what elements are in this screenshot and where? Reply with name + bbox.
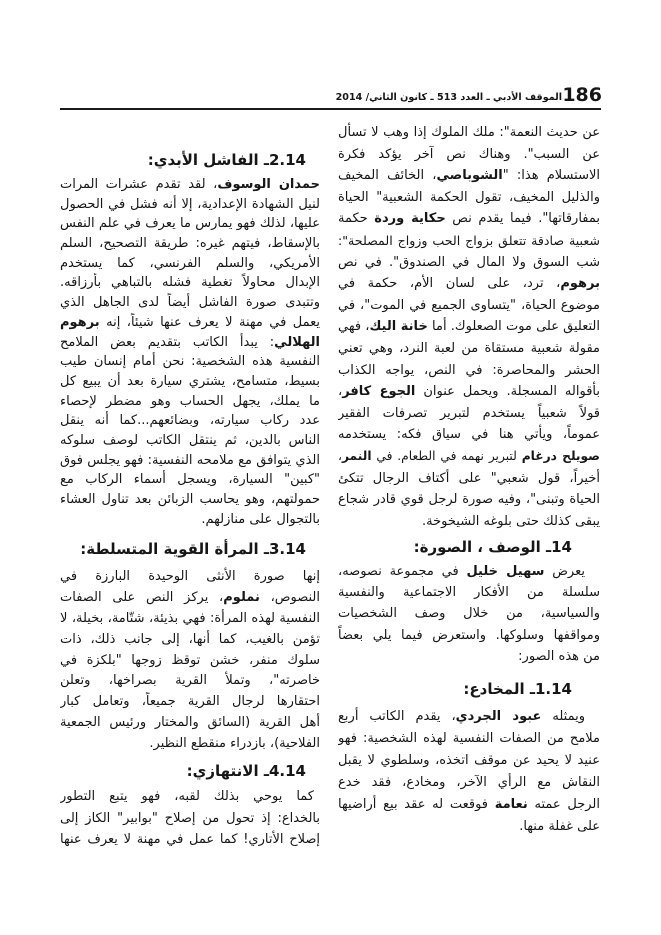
text-run: شب السوق ولا المال في الصندوق". في نص [338,254,600,270]
text-line [60,372,320,392]
text-run: بأقواله المسجلة. ويحمل عنوان [415,384,600,400]
text-run: من هذه الصور: [518,648,600,664]
paragraph-opportunist [60,786,320,851]
text-line [60,588,320,609]
name-highlight: نعامة [494,797,528,812]
text-run: الأمريكي، والسلم الفرنسي، كما يستخدم [60,255,320,271]
text-line [338,381,600,403]
name-highlight: حكاية وردة [374,211,446,227]
text-line [60,254,320,274]
text-run: الذي يتوافق مع ملامحه النفسية: فهو يجلس فوق [60,452,320,468]
text-line [60,671,320,692]
text-line [60,273,320,293]
text-line [338,424,600,446]
text-run: حمولتهم، وهو يحاسب الزبائن بعد تناول العشاء [60,492,320,507]
text-run: ، ترد، على لسان الأم، حكمة في [338,276,561,292]
text-run: لتبرير نهمه في الطعام. في [371,448,522,463]
text-run: ، يقدم الكاتب أربع [338,709,456,724]
text-run: كما يوحي بذلك لقبه، فهو يتبع التطور [60,789,314,804]
right-column [338,0,600,935]
text-run: سلسلة من الأفكار الاجتماعية والنفسية [338,585,600,601]
text-line [60,786,320,808]
name-highlight: صويلح درغام [521,448,600,463]
subsection-heading-opportunist: 4.14ـ الانتهازي: [186,762,306,780]
text-run: الحشر والمحاصرة: في النص، يواجه الكذاب [338,362,600,378]
text-run: حكمة [338,211,375,227]
text-line [60,734,320,755]
text-run: احتقارها لرجال القرية جميعاً، وتعامل كبار [60,694,320,710]
text-line [60,490,320,510]
text-line [60,214,320,234]
text-run: إصلاح الأتاري! كما عمل في مهنة لا يعرف عنها [60,832,320,847]
text-run: ، [338,384,343,400]
text-run: بمفارقاتها". فيما يقدم نص [445,211,600,227]
text-run: أخيراً، قول شعبي" على أكتاف الرجال تتكئ [338,470,600,486]
text-run: شعبية صادقة تتعلق بزواج الحب وزواج المصلحة": [338,232,600,248]
text-run: النقاش مع الرأي الآخر، ومخادع، فقد خدع [338,775,600,790]
text-run: لنيل الشهادة الإعدادية، إلا أنه فشل في الحصول [60,196,320,212]
text-run: ومواقفها وسلوكها. واستعرض فيما يلي بعضاً [338,627,600,643]
name-highlight: الهلالي [274,334,320,350]
name-highlight: خانة اليك [369,319,428,335]
text-line [60,451,320,471]
text-run: الاستسلام هذا: " [502,168,600,184]
text-run: عدد ركاب سيارته، وبضائعهم...كما أنه ينقل [60,413,320,429]
text-run: وتتبدى صورة الفاشل أيضاً لدى الجاهل الذي [60,295,320,311]
text-run: ، يركز النص على الصفات [60,589,224,605]
text-line [338,316,600,338]
text-run: عموماً، ويأتي هنا في سياق فكه: يستخدمه [338,427,600,443]
name-highlight: سهيل خليل [466,564,545,579]
text-line [60,333,320,353]
text-run: النفسية لهذه المرأة: فهي بذيئة، شتّامة، بخيلة، لا [60,610,320,626]
text-line [338,273,600,295]
subsection-heading-failure: 2.14ـ الفاشل الأبدي: [147,151,306,169]
subsection-heading-woman: 3.14ـ المرأة القوية المتسلطة: [80,540,306,558]
paragraph-deceiver [338,706,600,838]
text-line [338,816,600,838]
text-line [60,829,320,851]
text-run: الإبدال محاولاً تغطية فشله بالتباهي بأرزاقه. [60,275,320,291]
text-line [338,750,600,772]
text-line [338,208,600,230]
text-run: قولاً شعبياً يستخدم لتبرير تصرفات الفقير [338,405,600,421]
paragraph-proverbs [338,122,600,532]
text-line [338,772,600,794]
text-run: : يبدأ الكاتب بتقديم بعض الملامح [60,334,275,350]
text-run: خاصرته"، وتملأ القرية بصراخها، وتعلن [60,673,320,689]
text-line [60,713,320,734]
text-line [60,175,320,195]
text-line [338,728,600,750]
text-run: عن حديث النعمة": ملك الملوك إذا وهب لا تسأل [338,125,600,140]
text-line [338,230,600,252]
section-heading-description: 14ـ الوصف ، الصورة: [413,538,572,556]
text-run: "كبين" السيارة، ويسجل أسماء الركاب مع [60,472,320,488]
text-line [60,808,320,830]
text-line [60,352,320,372]
text-run: الرجل عمته [527,797,600,812]
text-line [338,582,600,603]
text-run: ، الخائف المخيف [338,168,437,184]
issue-line: الموقف الأدبي ـ العدد 513 ـ كانون الثاني/ 2014 [335,92,562,103]
text-run: على غفلة منها. [519,819,600,834]
text-run: النفسية هذه الشخصية: نحن أمام إنسان طيب [60,354,320,370]
text-line [338,295,600,317]
name-highlight: حمدان الوسوف [217,177,320,192]
text-line [338,446,600,468]
text-line [338,646,600,667]
text-line [338,794,600,816]
text-line [60,392,320,412]
text-line [60,470,320,490]
name-highlight: برهوم [60,314,100,330]
text-run: تؤمن بالغيب، كما أنها، إلى جانب ذلك، ذات [60,631,320,647]
text-line [60,630,320,651]
text-run: عنيد لا يحيد عن موقف اتخذه، وسلطوي لا يقبل [338,753,600,768]
text-run: ملامح من الصفات النفسية لهذه الشخصية: فهو [338,731,600,746]
text-line [338,561,600,582]
text-run: سلوك منفر، خشن توقظ زوجها "بلكزة في [60,652,320,668]
text-line [338,706,600,728]
subsection-heading-deceiver: 1.14ـ المخادع: [463,680,572,698]
text-run: بالخداع: إذ تحول من إصلاح "بوابير" الكاز إلى [60,810,320,826]
text-line [338,165,600,187]
name-highlight: برهوم [560,276,600,292]
text-run: والذليل المخيف، تقول الحكمة الشعبية" الحياة [338,189,600,205]
text-run: مقولة شعبية مستقاة من لعبة النرد، وهي تعني [338,340,600,356]
paragraph-description-intro [338,561,600,667]
text-line [60,234,320,254]
text-run: والسياسية، من خلال وصف الشخصيات [338,606,600,622]
text-line [60,431,320,451]
name-highlight: عبود الجردي [455,709,542,724]
text-line [60,195,320,215]
paragraph-failure [60,175,320,529]
name-highlight: النمر [341,448,372,463]
text-line [60,692,320,713]
name-highlight: نملوم [223,589,260,605]
text-line [338,625,600,646]
text-run: أهل القرية (السائق والمختار ورئيس الجمعية [60,715,320,731]
name-highlight: الشوباصي [436,168,503,184]
text-run: يعرض [544,564,585,579]
text-run: التعليق على موت الصعلوك. أما [427,319,600,335]
text-line [338,403,600,425]
text-line [338,360,600,382]
page-number: 186 [562,84,602,106]
text-run: بالتجوال على منازلهم. [201,511,320,527]
text-run: ، [338,448,342,463]
text-run: يعمل في مهنة لا يعرف عنها شيئاً، إنه [99,314,320,330]
text-line [60,651,320,672]
text-line [60,293,320,313]
text-run: ما يملك، يجهل الحساب وهو مضطر لإحصاء [60,393,320,409]
text-line [338,187,600,209]
text-run: ، لقد تقدم عشرات المرات [60,177,218,192]
text-run: عن السبب". وهناك نص آخر يؤكد فكرة [338,146,600,162]
text-run: الفلاحية)، بازدراء منقطع النظير. [149,736,320,752]
text-line [338,338,600,360]
text-line [60,313,320,333]
text-run: موضوع الحياة، "يتساوى الجميع في الموت"، في [338,297,600,313]
text-line [60,609,320,630]
text-line [60,567,320,588]
text-line [338,511,600,533]
text-line [60,510,320,530]
paragraph-woman [60,567,320,755]
text-run: في مجموعة نصوصه، [338,564,467,579]
text-line [338,489,600,511]
text-line [338,603,600,624]
text-run: ويمثله [541,709,585,724]
text-line [338,468,600,490]
text-line [338,144,600,166]
text-run: الحياة وتبنى"، وفيه صورة لرجل قوي قادر شجاع [338,492,600,508]
text-run: عليها، لذلك فهو يمارس ما يعرف في علم النفس [60,216,320,232]
text-run: فوقعت له عقد بيع أراضيها [338,797,495,812]
text-run: ، فهي [338,319,370,335]
text-run: النصوص، [259,589,320,605]
text-run: يبقى كذلك حتى بلوغه الشيخوخة. [422,513,600,529]
text-run: إنها صورة الأنثى الوحيدة البارزة في [60,569,320,584]
text-run: بالإسقاط، فيتهم غيره: طريقة التصحيح، السلم [60,236,320,252]
text-run: الناس بالدين، ثم ينتقل الكاتب لوصف سلوكه [60,432,320,448]
text-line [338,122,600,144]
text-run: بسيط، متسامح، يشتري سيارة بعد أن يبيع كل [60,373,320,389]
text-line [60,411,320,431]
left-column [60,0,320,935]
name-highlight: الجوع كافر [342,384,416,400]
text-line [338,252,600,274]
